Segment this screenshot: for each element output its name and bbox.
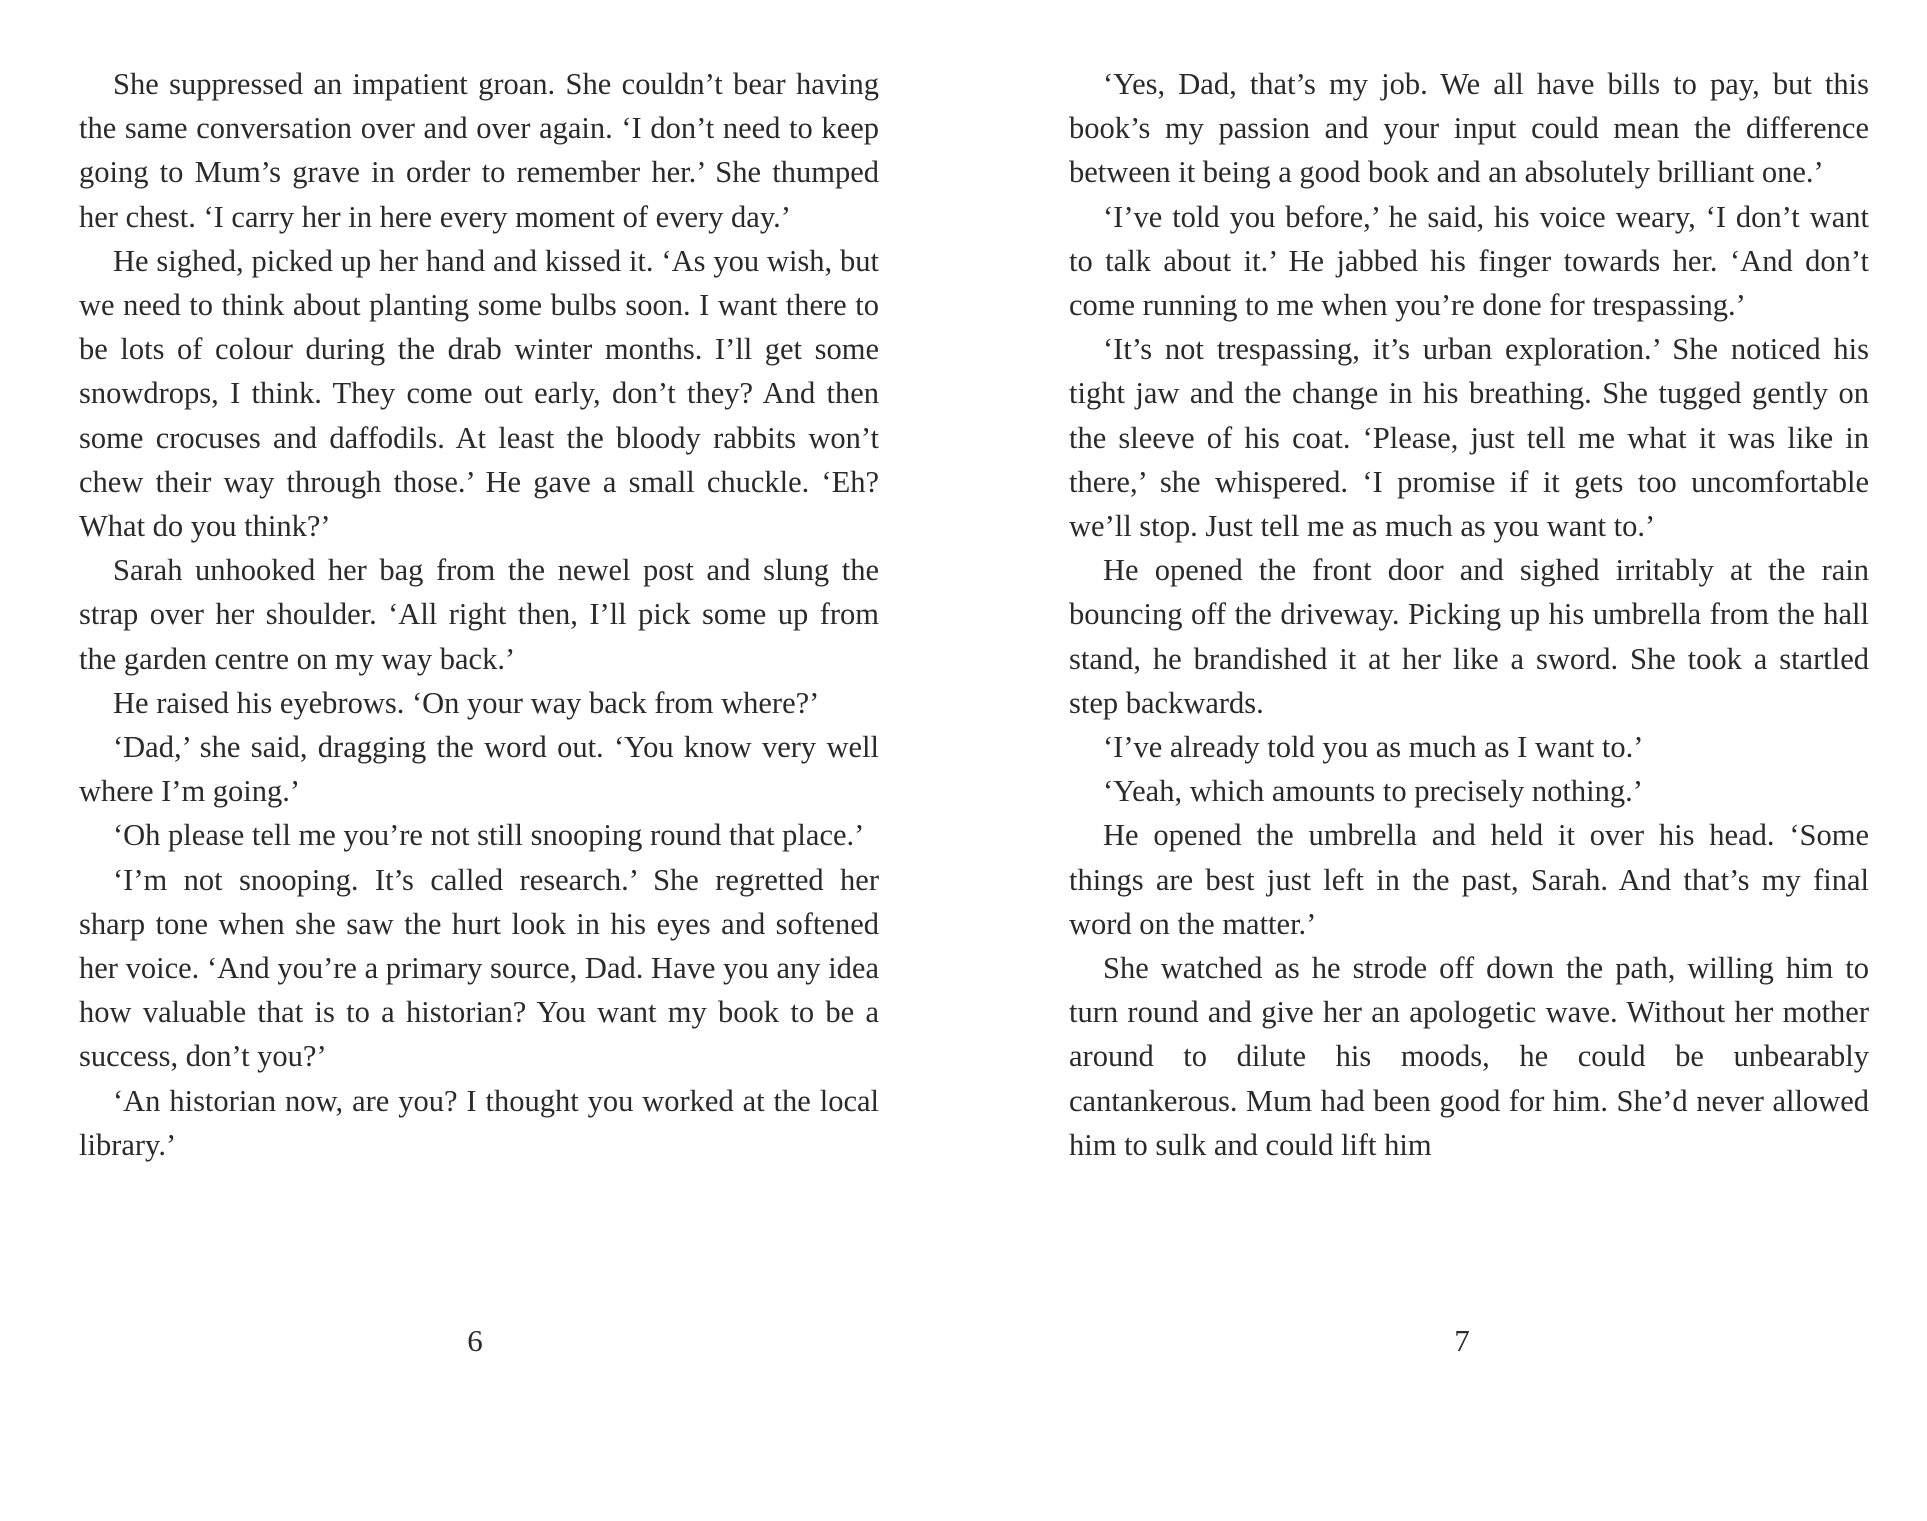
- paragraph: ‘Yeah, which amounts to precisely nothing.’: [1103, 774, 1643, 809]
- paragraph: He opened the front door and sighed irritably at the rain bouncing off the driveway. Picking up his umbrella from the hall stand, he brandished it at her like a sword. She took a startled step backwards.: [1069, 553, 1869, 720]
- paragraph: She watched as he strode off down the path, willing him to turn round and give her an apologetic wave. Without her mother around to dilute his moods, he could be unbearably cantankerous. Mum had been good for him. She’d never allowed him to sulk and could lift him: [1069, 951, 1869, 1162]
- paragraph: ‘An historian now, are you? I thought you worked at the local library.’: [79, 1083, 879, 1162]
- page-number-left: 6: [467, 1323, 483, 1358]
- right-page: [1069, 62, 1869, 1482]
- paragraph: ‘Yes, Dad, that’s my job. We all have bills to pay, but this book’s my passion and your input could mean the difference between it being a good book and an absolutely brilliant one.’: [1069, 67, 1869, 190]
- paragraph: ‘It’s not trespassing, it’s urban exploration.’ She noticed his tight jaw and the change in his breathing. She tugged gently on the sleeve of his coat. ‘Please, just tell me what it was like in there,’ she whispered. ‘I promise if it gets too uncomfortable we’ll stop. Just tell me as much as you want to.’: [1069, 332, 1869, 544]
- paragraph: He opened the umbrella and held it over his head. ‘Some things are best just left in the past, Sarah. And that’s my final word on the matter.’: [1069, 818, 1869, 941]
- paragraph: He sighed, picked up her hand and kissed it. ‘As you wish, but we need to think about planting some bulbs soon. I want there to be lots of colour during the drab winter months. I’ll get some snowdrops, I think. They come out early, don’t they? And then some crocuses and daffodils. At least the bloody rabbits won’t chew their way through those.’ He gave a small chuckle. ‘Eh? What do you think?’: [79, 243, 879, 544]
- page-number-right: 7: [1454, 1323, 1470, 1358]
- paragraph: ‘Oh please tell me you’re not still snooping round that place.’: [113, 818, 865, 853]
- paragraph: Sarah unhooked her bag from the newel post and slung the strap over her shoulder. ‘All right then, I’ll pick some up from the garden centre on my way back.’: [79, 553, 879, 676]
- left-page: [79, 62, 879, 1482]
- paragraph: ‘Dad,’ she said, dragging the word out. ‘You know very well where I’m going.’: [79, 730, 879, 809]
- paragraph: ‘I’ve already told you as much as I want to.’: [1103, 730, 1644, 765]
- paragraph: She suppressed an impatient groan. She couldn’t bear having the same conversation over and over again. ‘I don’t need to keep going to Mum’s grave in order to remember her.’ She thumped her chest. ‘I carry her in here every moment of every day.’: [79, 67, 879, 234]
- paragraph: He raised his eyebrows. ‘On your way back from where?’: [113, 685, 820, 720]
- paragraph: ‘I’ve told you before,’ he said, his voice weary, ‘I don’t want to talk about it.’ He jabbed his finger towards her. ‘And don’t come running to me when you’re done for trespassing.’: [1069, 199, 1869, 323]
- paragraph: ‘I’m not snooping. It’s called research.’ She regretted her sharp tone when she saw the hurt look in his eyes and softened her voice. ‘And you’re a primary source, Dad. Have you any idea how valuable that is to a historian? You want my book to be a success, don’t you?’: [79, 862, 879, 1074]
